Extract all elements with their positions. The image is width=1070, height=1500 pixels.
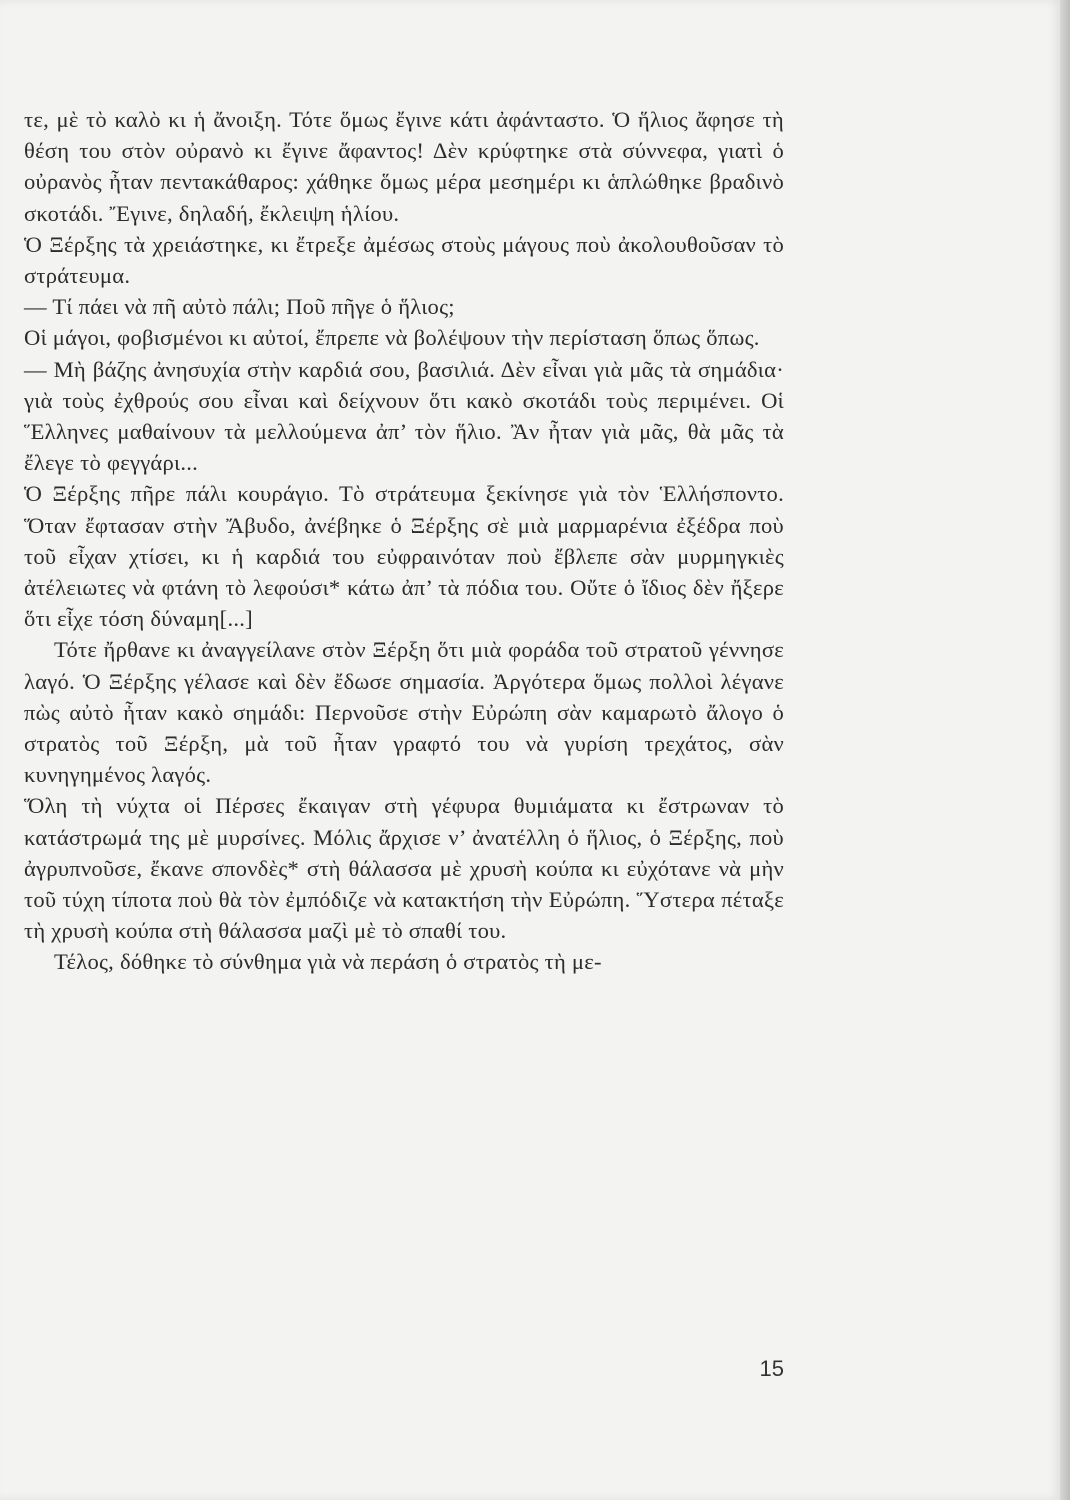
page-edge — [1060, 0, 1070, 1500]
page-number: 15 — [759, 1356, 784, 1381]
paragraph-1: τε, μὲ τὸ καλὸ κι ἡ ἄνοιξη. Τότε ὅμως ἔγινε κάτι ἀφάνταστο. Ὁ ἥλιος ἄφησε τὴ θέση του στὸν οὐρανὸ κι ἔγινε ἄφαντος! Δὲν κρύφτηκε στὰ σύννεφα, γιατὶ ὁ οὐρανὸς ἦταν πεντακάθαρος: χάθηκε ὅμως μέρα μεσημέρι κι ἁπλώθηκε βραδινὸ σκοτάδι. Ἔγινε, δηλαδή, ἔκλειψη ἡλίου. — [24, 107, 784, 226]
paragraph-2: Ὁ Ξέρξης τὰ χρειάστηκε, κι ἔτρεξε ἀμέσως στοὺς μάγους ποὺ ἀκολουθοῦσαν τὸ στράτευμα. — [24, 231, 784, 289]
body-text — [24, 104, 784, 978]
paragraph-9: Τέλος, δόθηκε τὸ σύνθημα γιὰ νὰ περάση ὁ στρατὸς τὴ με- — [54, 949, 602, 975]
paragraph-8: Ὅλη τὴ νύχτα οἱ Πέρσες ἔκαιγαν στὴ γέφυρα θυμιάματα κι ἔστρωναν τὸ κατάστρωμά της μὲ μυρσίνες. Μόλις ἄρχισε ν’ ἀνατέλλη ὁ ἥλιος, ὁ Ξέρξης, ποὺ ἀγρυπνοῦσε, ἔκανε σπονδὲς* στὴ θάλασσα μὲ χρυσὴ κούπα κι εὐχότανε νὰ μὴν τοῦ τύχη τίποτα ποὺ θὰ τὸν ἐμπόδιζε νὰ κατακτήση τὴν Εὐρώπη. Ὕστερα πέταξε τὴ χρυσὴ κούπα στὴ θάλασσα μαζὶ μὲ τὸ σπαθί του. — [24, 793, 784, 944]
paragraph-7: Τότε ἤρθανε κι ἀναγγείλανε στὸν Ξέρξη ὅτι μιὰ φοράδα τοῦ στρατοῦ γέννησε λαγό. Ὁ Ξέρξης γέλασε καὶ δὲν ἔδωσε σημασία. Ἀργότερα ὅμως πολλοὶ λέγανε πὼς αὐτὸ ἦταν κακὸ σημάδι: Περνοῦσε στὴν Εὐρώπη σὰν καμαρωτὸ ἄλογο ὁ στρατὸς τοῦ Ξέρξη, μὰ τοῦ ἦταν γραφτό του νὰ γυρίση τρεχάτος, σὰν κυνηγημένος λαγός. — [24, 637, 784, 788]
paragraph-4: Οἱ μάγοι, φοβισμένοι κι αὐτοί, ἔπρεπε νὰ βολέψουν τὴν περίσταση ὅπως ὅπως. — [24, 325, 760, 351]
paragraph-3: — Τί πάει νὰ πῆ αὐτὸ πάλι; Ποῦ πῆγε ὁ ἥλιος; — [24, 294, 455, 320]
paragraph-5: — Μὴ βάζης ἀνησυχία στὴν καρδιά σου, βασιλιά. Δὲν εἶναι γιὰ μᾶς τὰ σημάδια· γιὰ τοὺς ἐχθρούς σου εἶναι καὶ δείχνουν ὅτι κακὸ σκοτάδι τοὺς περιμένει. Οἱ Ἕλληνες μαθαίνουν τὰ μελλούμενα ἀπ’ τὸν ἥλιο. Ἂν ἦταν γιὰ μᾶς, θὰ μᾶς τὰ ἔλεγε τὸ φεγγάρι... — [24, 356, 784, 476]
paragraph-6: Ὁ Ξέρξης πῆρε πάλι κουράγιο. Τὸ στράτευμα ξεκίνησε γιὰ τὸν Ἑλλήσποντο. Ὅταν ἔφτασαν στὴν Ἄβυδο, ἀνέβηκε ὁ Ξέρξης σὲ μιὰ μαρμαρένια ἐξέδρα ποὺ τοῦ εἶχαν χτίσει, κι ἡ καρδιά του εὐφραινόταν ποὺ ἔβλεπε σὰν μυρμηγκιὲς ἀτέλειωτες νὰ φτάνη τὸ λεφούσι* κάτω ἀπ’ τὰ πόδια του. Οὔτε ὁ ἴδιος δὲν ἤξερε ὅτι εἶχε τόση δύναμη[...] — [24, 481, 784, 632]
